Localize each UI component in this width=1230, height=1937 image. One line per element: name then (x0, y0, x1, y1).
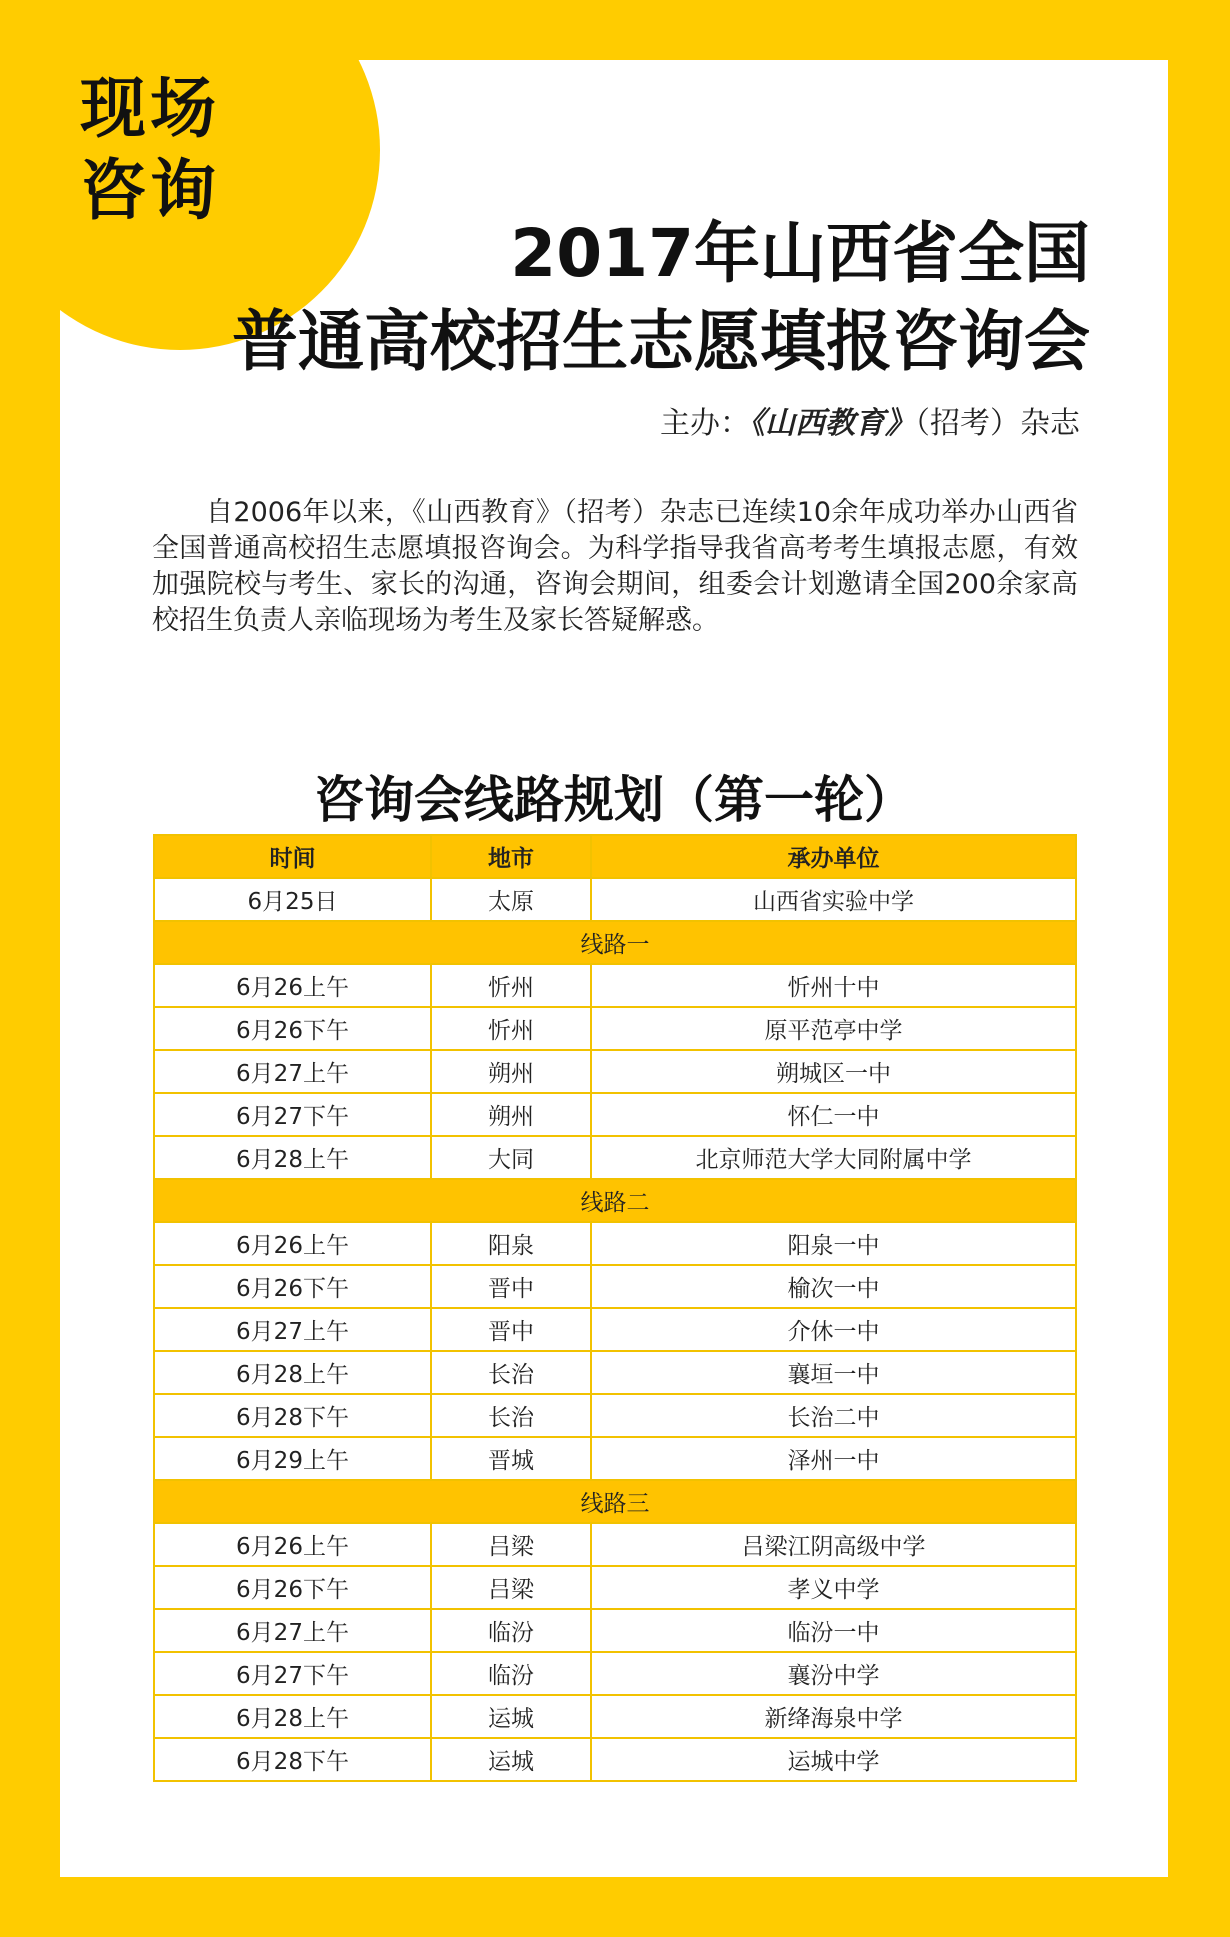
cell-time: 6月27上午 (154, 1308, 431, 1351)
cell-host: 介休一中 (591, 1308, 1076, 1351)
cell-time: 6月26上午 (154, 964, 431, 1007)
table-row (154, 964, 1076, 1007)
badge-text (80, 68, 280, 232)
page-title (232, 210, 1090, 386)
cell-time: 6月26下午 (154, 1566, 431, 1609)
schedule-table (153, 834, 1077, 1782)
table-row (154, 1437, 1076, 1480)
cell-city: 大同 (431, 1136, 591, 1179)
table-row (154, 1394, 1076, 1437)
cell-city: 朔州 (431, 1093, 591, 1136)
cell-time: 6月28下午 (154, 1394, 431, 1437)
header-city: 地市 (431, 835, 591, 878)
table-row (154, 1007, 1076, 1050)
cell-time: 6月27下午 (154, 1652, 431, 1695)
cell-city: 吕梁 (431, 1566, 591, 1609)
cell-host: 新绛海泉中学 (591, 1695, 1076, 1738)
cell-host: 忻州十中 (591, 964, 1076, 1007)
section-title: 咨询会线路规划（第一轮） (314, 771, 914, 829)
host-suffix: （招考）杂志 (915, 406, 1080, 441)
cell-time: 6月27上午 (154, 1609, 431, 1652)
table-row (154, 1738, 1076, 1781)
cell-host: 临汾一中 (591, 1609, 1076, 1652)
cell-city: 长治 (431, 1394, 591, 1437)
cell-time: 6月29上午 (154, 1437, 431, 1480)
title-line-1: 2017年山西省全国 (510, 215, 1090, 292)
table-row (154, 1695, 1076, 1738)
table-row (154, 1308, 1076, 1351)
route-name: 线路一 (154, 921, 1076, 964)
cell-host: 襄汾中学 (591, 1652, 1076, 1695)
table-row (154, 1652, 1076, 1695)
table-row (154, 1093, 1076, 1136)
title-line-2: 普通高校招生志愿填报咨询会 (232, 303, 1090, 380)
route-header-row (154, 921, 1076, 964)
badge-line-2: 咨询 (80, 152, 220, 229)
cell-city: 吕梁 (431, 1523, 591, 1566)
cell-city: 长治 (431, 1351, 591, 1394)
cell-city: 晋中 (431, 1265, 591, 1308)
cell-city: 阳泉 (431, 1222, 591, 1265)
table-row (154, 878, 1076, 921)
table-row (154, 1566, 1076, 1609)
table-header-row (154, 835, 1076, 878)
cell-host: 山西省实验中学 (591, 878, 1076, 921)
cell-host: 吕梁江阴高级中学 (591, 1523, 1076, 1566)
table-row (154, 1136, 1076, 1179)
cell-time: 6月26上午 (154, 1222, 431, 1265)
cell-time: 6月28下午 (154, 1738, 431, 1781)
cell-time: 6月27下午 (154, 1093, 431, 1136)
cell-time: 6月28上午 (154, 1136, 431, 1179)
route-header-row (154, 1179, 1076, 1222)
cell-city: 晋城 (431, 1437, 591, 1480)
cell-time: 6月26下午 (154, 1265, 431, 1308)
cell-host: 榆次一中 (591, 1265, 1076, 1308)
header-time: 时间 (154, 835, 431, 878)
route-name: 线路三 (154, 1480, 1076, 1523)
cell-host: 襄垣一中 (591, 1351, 1076, 1394)
cell-host: 长治二中 (591, 1394, 1076, 1437)
poster-frame (60, 60, 1168, 1877)
cell-host: 怀仁一中 (591, 1093, 1076, 1136)
cell-city: 运城 (431, 1695, 591, 1738)
cell-city: 临汾 (431, 1652, 591, 1695)
cell-city: 太原 (431, 878, 591, 921)
table-row (154, 1351, 1076, 1394)
cell-time: 6月26下午 (154, 1007, 431, 1050)
cell-host: 原平范亭中学 (591, 1007, 1076, 1050)
badge-line-1: 现场 (80, 70, 220, 147)
cell-host: 运城中学 (591, 1738, 1076, 1781)
cell-host: 朔城区一中 (591, 1050, 1076, 1093)
table-row (154, 1222, 1076, 1265)
cell-time: 6月28上午 (154, 1695, 431, 1738)
cell-host: 泽州一中 (591, 1437, 1076, 1480)
cell-city: 晋中 (431, 1308, 591, 1351)
route-name: 线路二 (154, 1179, 1076, 1222)
cell-host: 阳泉一中 (591, 1222, 1076, 1265)
cell-host: 北京师范大学大同附属中学 (591, 1136, 1076, 1179)
cell-city: 运城 (431, 1738, 591, 1781)
table-row (154, 1050, 1076, 1093)
cell-city: 临汾 (431, 1609, 591, 1652)
host-line (660, 398, 1080, 442)
cell-time: 6月28上午 (154, 1351, 431, 1394)
cell-host: 孝义中学 (591, 1566, 1076, 1609)
cell-time: 6月26上午 (154, 1523, 431, 1566)
cell-city: 忻州 (431, 1007, 591, 1050)
header-host: 承办单位 (591, 835, 1076, 878)
cell-city: 忻州 (431, 964, 591, 1007)
cell-city: 朔州 (431, 1050, 591, 1093)
route-header-row (154, 1480, 1076, 1523)
intro-paragraph: 自2006年以来，《山西教育》（招考）杂志已连续10余年成功举办山西省全国普通高校招生志愿填报咨询会。为科学指导我省高考考生填报志愿，有效加强院校与考生、家长的沟通，咨询会期间，组委会计划邀请全国200余家高校招生负责人亲临现场为考生及家长答疑解惑。 (152, 497, 1078, 636)
table-row (154, 1265, 1076, 1308)
cell-time: 6月27上午 (154, 1050, 431, 1093)
cell-time: 6月25日 (154, 878, 431, 921)
host-prefix: 主办： (660, 406, 750, 441)
table-row (154, 1523, 1076, 1566)
table-row (154, 1609, 1076, 1652)
magazine-name: 《山西教育》 (750, 406, 915, 441)
